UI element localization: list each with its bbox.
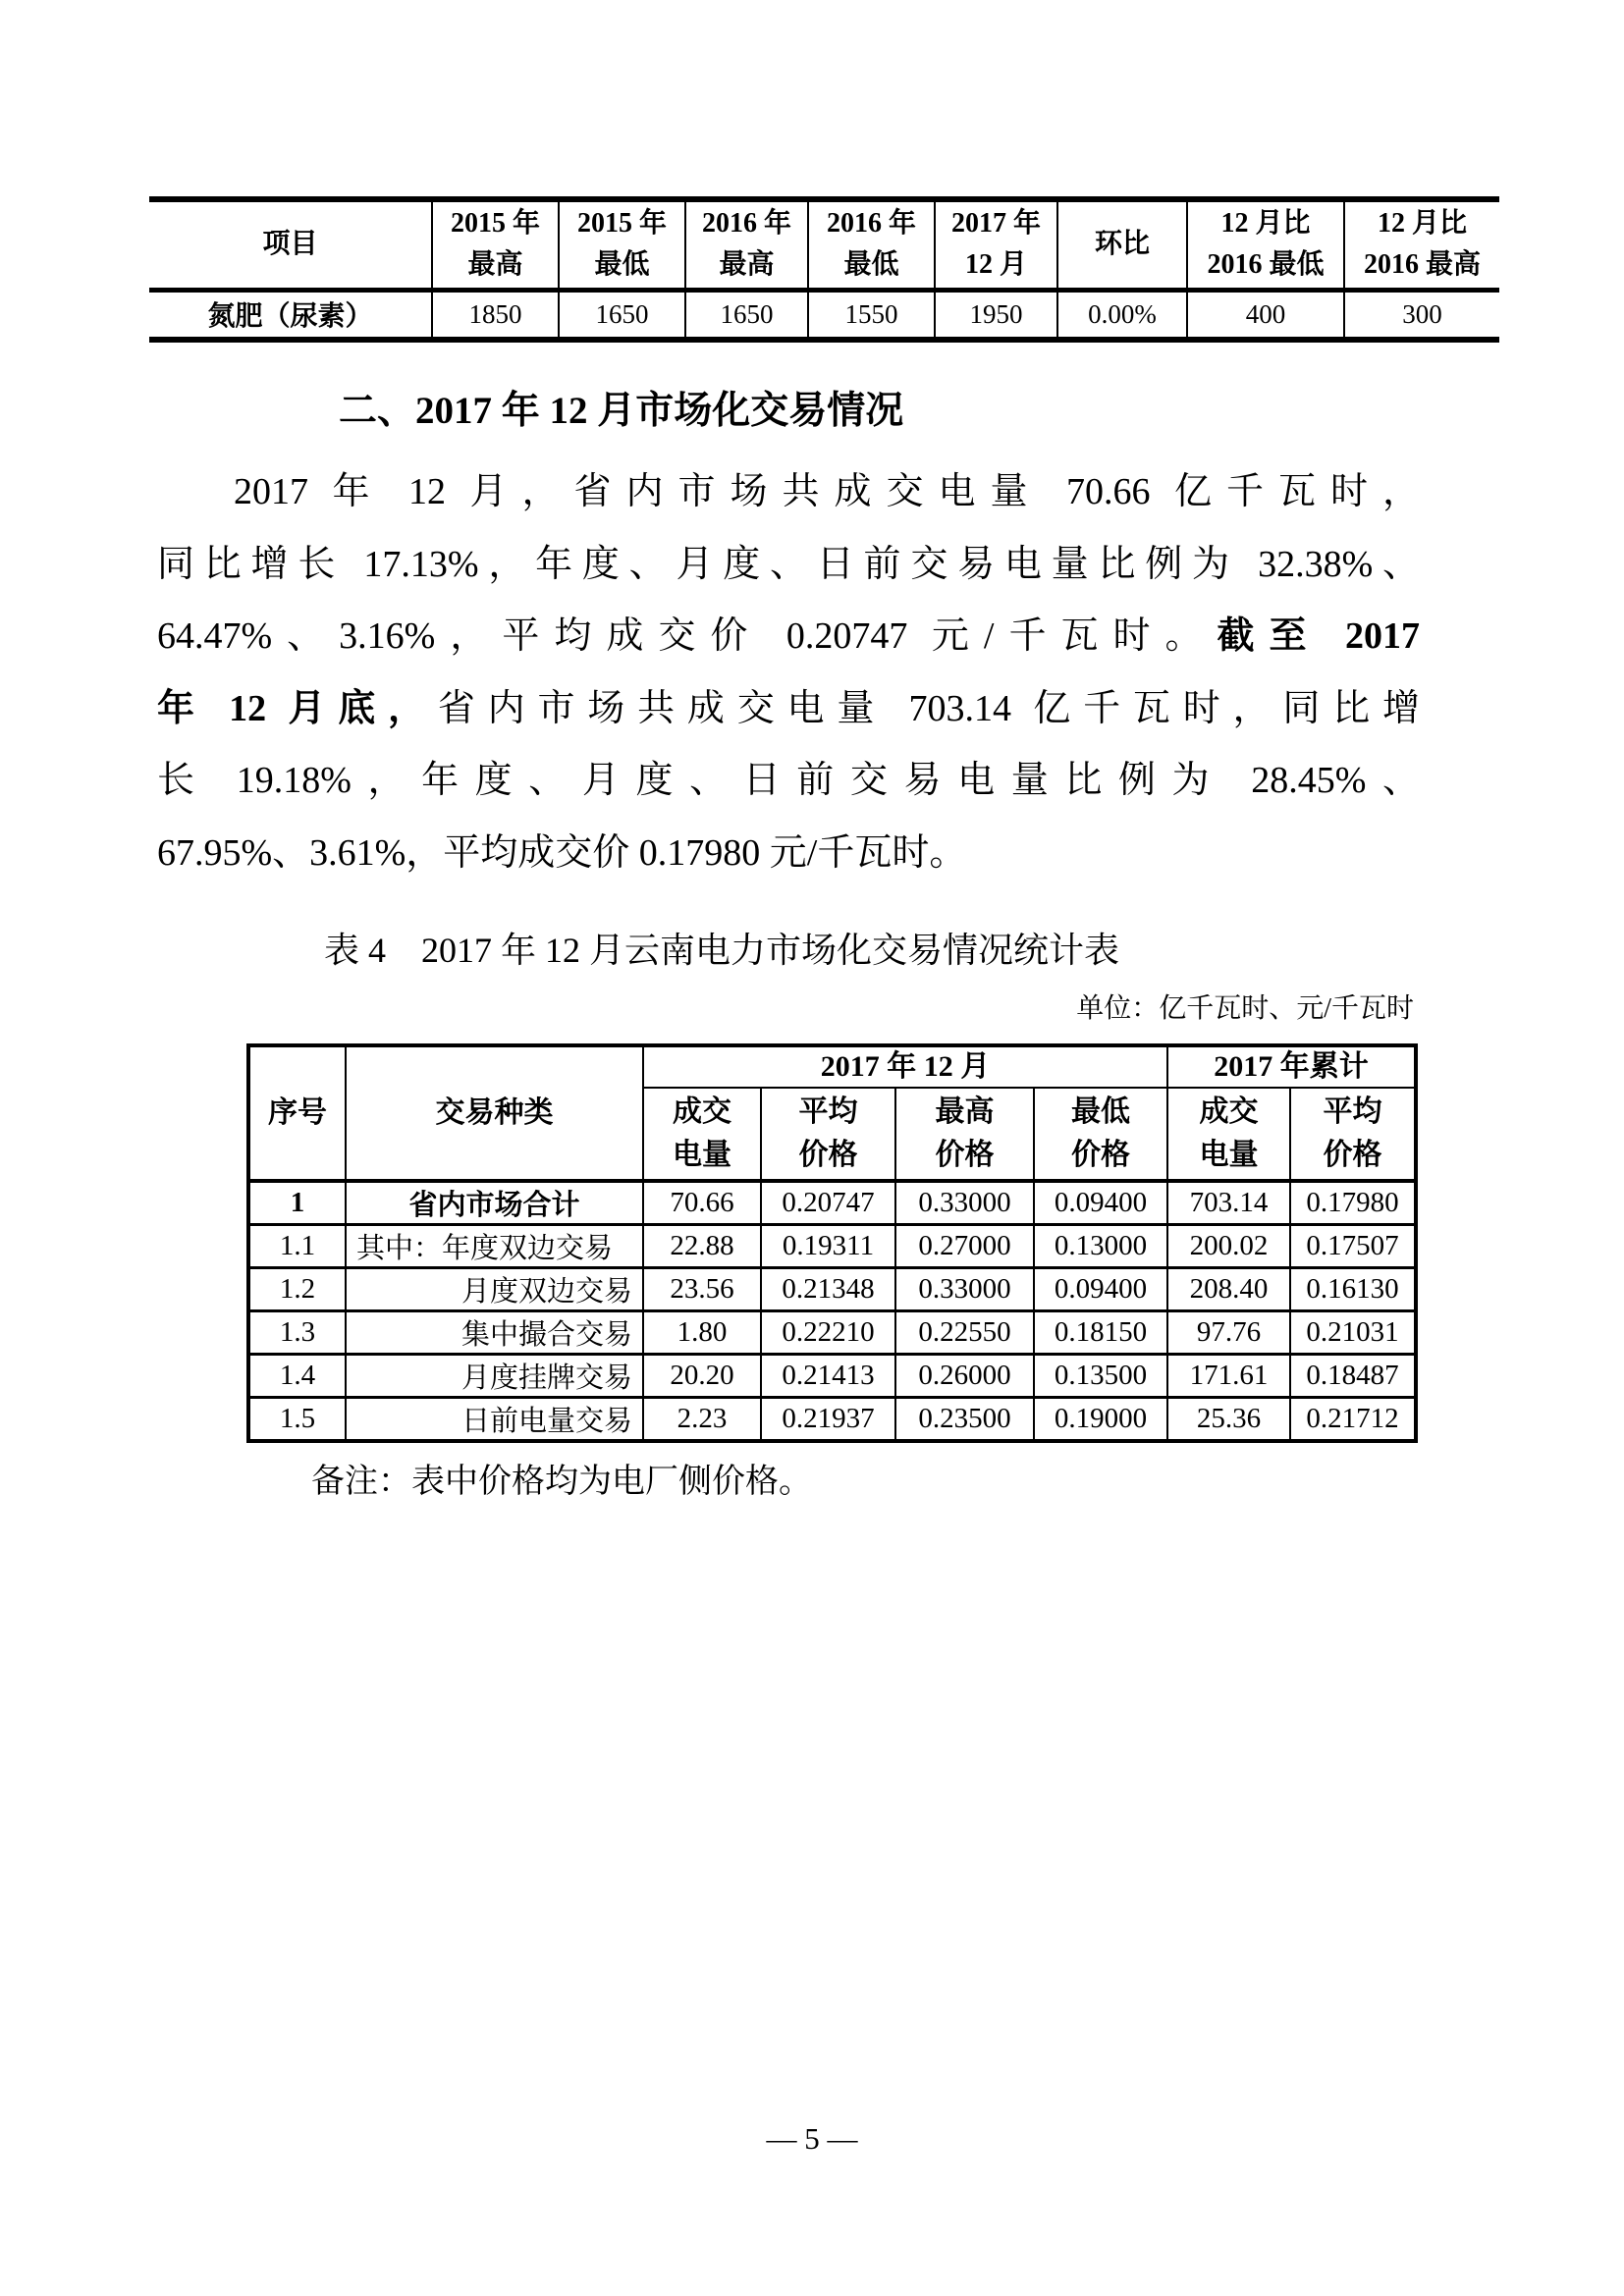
value-cell: 25.36 (1167, 1398, 1290, 1442)
value-cell: 1950 (935, 290, 1057, 340)
seq-cell: 1.5 (248, 1398, 346, 1442)
seq-cell: 1.4 (248, 1355, 346, 1398)
column-group-december: 2017 年 12 月 (643, 1045, 1167, 1088)
value-cell: 1550 (808, 290, 935, 340)
value-cell: 703.14 (1167, 1181, 1290, 1225)
paragraph-line (157, 673, 1420, 746)
value-cell: 0.13500 (1034, 1355, 1167, 1398)
value-cell: 0.18487 (1290, 1355, 1416, 1398)
value-cell: 0.13000 (1034, 1225, 1167, 1268)
column-subheader: 平均 价格 (1290, 1088, 1416, 1181)
value-cell: 400 (1187, 290, 1344, 340)
trade-type-cell: 省内市场合计 (346, 1181, 643, 1225)
value-cell: 0.21413 (761, 1355, 895, 1398)
value-cell: 0.23500 (895, 1398, 1034, 1442)
seq-cell: 1 (248, 1181, 346, 1225)
value-cell: 2.23 (643, 1398, 761, 1442)
table-row (149, 290, 1499, 340)
value-cell: 0.21348 (761, 1268, 895, 1311)
body-paragraph (157, 456, 1420, 890)
column-header: 12 月比 2016 最低 (1187, 199, 1344, 290)
value-cell: 0.27000 (895, 1225, 1034, 1268)
table-row (248, 1181, 1416, 1225)
column-header-seq: 序号 (248, 1045, 346, 1181)
value-cell: 0.22550 (895, 1311, 1034, 1355)
trade-type-cell: 其中：年度双边交易 (346, 1225, 643, 1268)
table4-caption: 表 4 2017 年 12 月云南电力市场化交易情况统计表 (324, 931, 1120, 970)
paragraph-line (157, 456, 1420, 529)
table-row (248, 1311, 1416, 1355)
paragraph-line (157, 818, 1420, 890)
paragraph-line (157, 745, 1420, 818)
value-cell: 22.88 (643, 1225, 761, 1268)
bold-text-run: 截至 2017 (1217, 615, 1420, 658)
value-cell: 0.09400 (1034, 1181, 1167, 1225)
value-cell: 0.21937 (761, 1398, 895, 1442)
trade-type-cell: 月度挂牌交易 (346, 1355, 643, 1398)
value-cell: 1650 (685, 290, 808, 340)
column-header: 2015 年 最低 (559, 199, 685, 290)
bold-text-run: 年 12 月底， (157, 687, 438, 729)
value-cell: 0.16130 (1290, 1268, 1416, 1311)
column-subheader: 最低 价格 (1034, 1088, 1167, 1181)
text-run: 2017 年 12 月，省内市场共成交电量 70.66 亿千瓦时， (234, 471, 1420, 512)
value-cell: 208.40 (1167, 1268, 1290, 1311)
table-row (248, 1355, 1416, 1398)
trade-type-cell: 日前电量交易 (346, 1398, 643, 1442)
text-run: 同比增长 17.13%，年度、月度、日前交易电量比例为 32.38%、 (157, 543, 1420, 585)
text-run: 省内市场共成交电量 703.14 亿千瓦时，同比增 (437, 687, 1420, 729)
table4-footnote: 备注：表中价格均为电厂侧价格。 (311, 1464, 812, 1500)
value-cell: 0.19311 (761, 1225, 895, 1268)
trade-type-cell: 集中撮合交易 (346, 1311, 643, 1355)
column-subheader: 成交 电量 (643, 1088, 761, 1181)
seq-cell: 1.3 (248, 1311, 346, 1355)
price-continuation-table (149, 196, 1499, 343)
value-cell: 70.66 (643, 1181, 761, 1225)
column-subheader: 平均 价格 (761, 1088, 895, 1181)
value-cell: 20.20 (643, 1355, 761, 1398)
table-row (248, 1398, 1416, 1442)
value-cell: 0.17507 (1290, 1225, 1416, 1268)
trade-type-cell: 月度双边交易 (346, 1268, 643, 1311)
value-cell: 0.09400 (1034, 1268, 1167, 1311)
page-number: — 5 — (766, 2121, 858, 2156)
row-label: 氮肥（尿素） (207, 301, 373, 333)
value-cell: 0.22210 (761, 1311, 895, 1355)
value-cell: 0.33000 (895, 1181, 1034, 1225)
column-header-type: 交易种类 (346, 1045, 643, 1181)
value-cell: 171.61 (1167, 1355, 1290, 1398)
text-run: 长 19.18%，年度、月度、日前交易电量比例为 28.45%、 (157, 760, 1420, 802)
value-cell: 0.18150 (1034, 1311, 1167, 1355)
section-heading: 二、2017 年 12 月市场化交易情况 (339, 390, 904, 432)
column-header: 2016 年 最低 (808, 199, 935, 290)
value-cell: 0.26000 (895, 1355, 1034, 1398)
seq-cell: 1.1 (248, 1225, 346, 1268)
value-cell: 1650 (559, 290, 685, 340)
table-row (248, 1268, 1416, 1311)
paragraph-line (157, 529, 1420, 602)
column-header: 项目 (149, 199, 432, 290)
column-group-cumulative: 2017 年累计 (1167, 1045, 1416, 1088)
paragraph-line (157, 601, 1420, 673)
table-row (248, 1225, 1416, 1268)
column-header: 2017 年 12 月 (935, 199, 1057, 290)
value-cell: 0.20747 (761, 1181, 895, 1225)
seq-cell: 1.2 (248, 1268, 346, 1311)
column-header: 2015 年 最高 (432, 199, 559, 290)
value-cell: 0.21712 (1290, 1398, 1416, 1442)
column-header: 环比 (1057, 199, 1187, 290)
value-cell: 97.76 (1167, 1311, 1290, 1355)
value-cell: 0.19000 (1034, 1398, 1167, 1442)
value-cell: 1.80 (643, 1311, 761, 1355)
table4-unit-note: 单位：亿千瓦时、元/千瓦时 (1076, 993, 1414, 1024)
value-cell: 300 (1344, 290, 1499, 340)
text-run: 64.47%、3.16%，平均成交价 0.20747 元/千瓦时。 (157, 615, 1218, 658)
value-cell: 0.21031 (1290, 1311, 1416, 1355)
value-cell: 1850 (432, 290, 559, 340)
column-subheader: 最高 价格 (895, 1088, 1034, 1181)
value-cell: 0.33000 (895, 1268, 1034, 1311)
column-header: 2016 年 最高 (685, 199, 808, 290)
column-subheader: 成交 电量 (1167, 1088, 1290, 1181)
value-cell: 200.02 (1167, 1225, 1290, 1268)
value-cell: 0.17980 (1290, 1181, 1416, 1225)
value-cell: 23.56 (643, 1268, 761, 1311)
market-trading-table (246, 1043, 1418, 1443)
value-cell: 0.00% (1057, 290, 1187, 340)
text-run: 67.95%、3.61%，平均成交价 0.17980 元/千瓦时。 (157, 831, 967, 874)
column-header: 12 月比 2016 最高 (1344, 199, 1499, 290)
